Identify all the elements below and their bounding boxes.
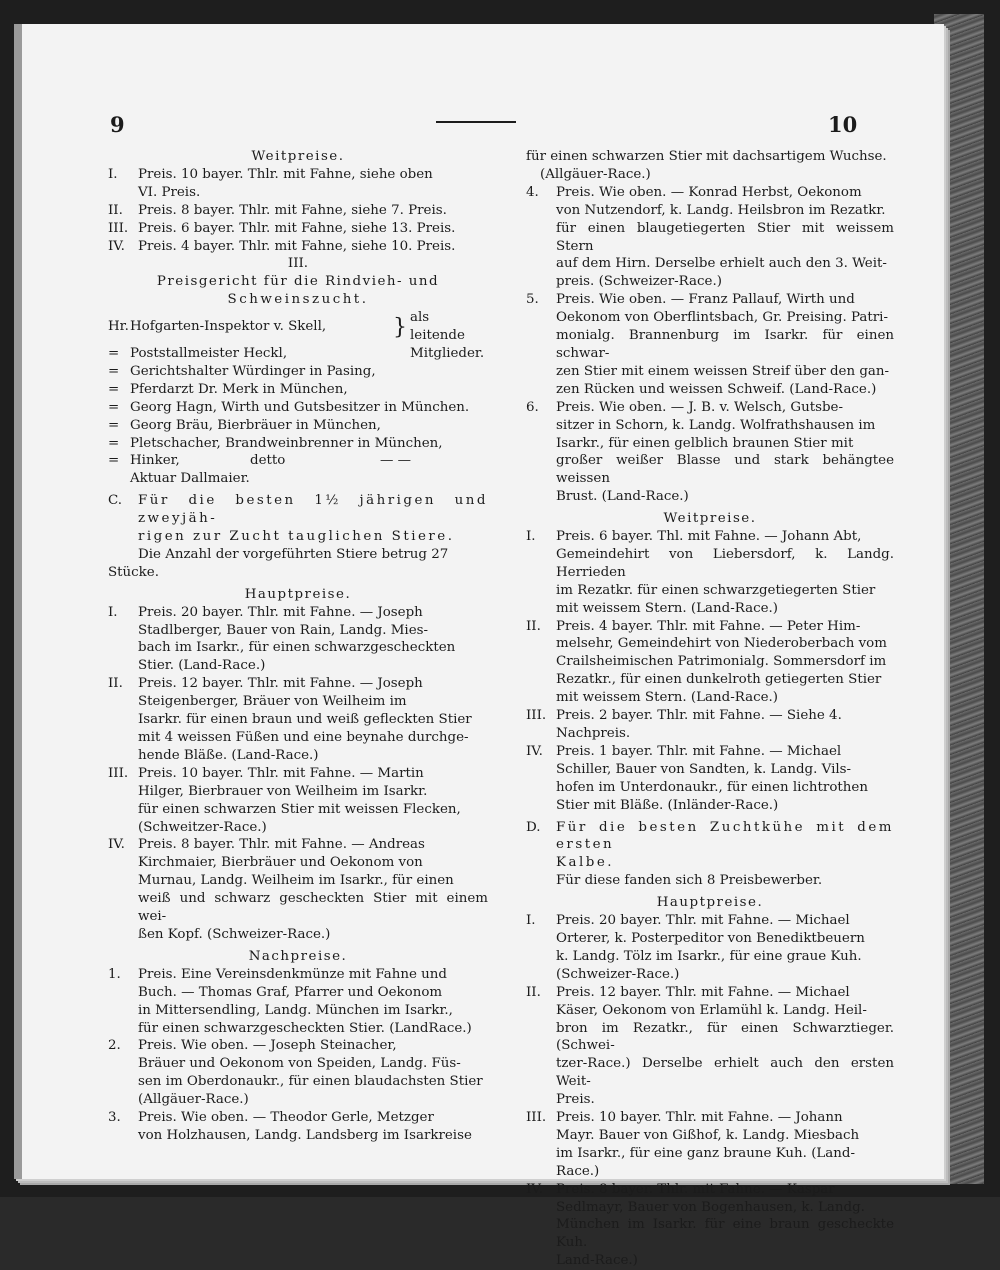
- book-page: [14, 24, 944, 1269]
- jury-member: [108, 399, 488, 417]
- prize-line: Preis. Wie oben. — J. B. v. Welsch, Gutsbe-: [556, 399, 844, 415]
- prize-entry: [526, 1181, 894, 1270]
- brace-note: als leitende: [410, 310, 465, 344]
- prize-line: Preis. 8 bayer. Thlr. mit Fahne. — Andreas: [138, 837, 425, 853]
- prize-line: für einen schwarzen Stier mit weissen Flecken,: [138, 801, 461, 817]
- prize-line: bach im Isarkr., für einen schwarzgescheckten: [138, 640, 456, 656]
- prize-entry: [108, 966, 488, 1038]
- prize-label: II.: [526, 618, 541, 634]
- prize-label: I.: [526, 529, 536, 545]
- prize-line: Rezatkr., für einen dunkelroth getiegerten Stier: [556, 672, 882, 688]
- prize-line: mit weissem Stern. (Land-Race.): [556, 600, 779, 616]
- prize-line: Preis. 20 bayer. Thlr. mit Fahne. — Joseph: [138, 604, 423, 620]
- section-title: Für die besten 1½ jährigen und zweyjäh-: [138, 493, 488, 527]
- prize-label: 1.: [108, 966, 121, 982]
- prize-line: Preis. 2 bayer. Thlr. mit Fahne. — Siehe 4.: [556, 708, 842, 724]
- weitpreise-list: [526, 528, 894, 815]
- prize-line: k. Landg. Tölz im Isarkr., für eine graue Kuh.: [556, 948, 862, 964]
- prize-line: München im Isarkr. für eine braun gescheckte Kuh.: [556, 1217, 894, 1251]
- prize-line: im Isarkr., für eine ganz braune Kuh. (Land-: [556, 1145, 856, 1161]
- prize-line: Land-Race.): [556, 1253, 638, 1269]
- prize-line: zen Stier mit einem weissen Streif über den gan-: [556, 363, 890, 379]
- prize-entry: [526, 912, 894, 984]
- prize-label: I.: [108, 166, 118, 182]
- prize-label: 2.: [108, 1038, 121, 1054]
- prize-line: Preis. Wie oben. — Joseph Steinacher,: [138, 1038, 397, 1054]
- jury-mark: =: [108, 345, 120, 361]
- prize-line: Sedlmayr, Bauer von Bogenhausen, k. Landg.: [556, 1199, 865, 1215]
- prize-entry: [526, 528, 894, 618]
- prize-line: Preis. Wie oben. — Franz Pallauf, Wirth und: [556, 292, 855, 308]
- prize-line: Preis. 8 bayer. Thlr. mit Fahne, siehe 7. Preis.: [138, 202, 447, 218]
- prize-entry: [108, 238, 488, 256]
- continuation-line: (Allgäuer-Race.): [540, 166, 651, 182]
- section-label: C.: [108, 493, 123, 509]
- jury-member: [108, 363, 488, 381]
- prize-line: (Allgäuer-Race.): [138, 1092, 249, 1108]
- prize-label: III.: [108, 765, 129, 781]
- prize-label: IV.: [526, 1181, 543, 1197]
- hauptpreise-heading: Hauptpreise.: [244, 586, 352, 602]
- prize-label: II.: [108, 202, 123, 218]
- prize-line: VI. Preis.: [138, 184, 201, 200]
- prize-line: zen Rücken und weissen Schweif. (Land-Race.): [556, 381, 877, 397]
- prize-line: Preis. 12 bayer. Thlr. mit Fahne. — Michael: [556, 984, 850, 1000]
- prize-line: Buch. — Thomas Graf, Pfarrer und Oekonom: [138, 984, 443, 1000]
- section-intro: Die Anzahl der vorgeführten Stiere betrug 27: [138, 546, 449, 562]
- hauptpreise-list: [526, 912, 894, 1270]
- jury-name: Georg Bräu, Bierbräuer in München,: [130, 417, 381, 433]
- dash-text: — —: [380, 453, 412, 469]
- prize-label: 4.: [526, 184, 539, 200]
- prize-line: (Schweitzer-Race.): [138, 819, 267, 835]
- jury-name: Georg Hagn, Wirth und Gutsbesitzer in München.: [130, 399, 470, 415]
- prize-entry: [108, 220, 488, 238]
- prize-line: Crailsheimischen Patrimonialg. Sommersdorf im: [556, 654, 887, 670]
- prize-line: Preis. 6 bayer. Thl. mit Fahne. — Johann Abt,: [556, 529, 862, 545]
- section-d: [526, 819, 894, 873]
- prize-line: Stadlberger, Bauer von Rain, Landg. Mies-: [138, 622, 429, 638]
- section-intro: Für diese fanden sich 8 Preisbewerber.: [556, 873, 823, 889]
- prize-label: I.: [526, 913, 536, 929]
- prize-entry: [108, 836, 488, 943]
- jury-name: Pletschacher, Brandweinbrenner in München,: [130, 435, 443, 451]
- prize-line: Oekonom von Oberflintsbach, Gr. Preising. Patri-: [556, 310, 888, 326]
- prize-line: sen im Oberdonaukr., für einen blaudachsten Stier: [138, 1074, 483, 1090]
- prize-line: Kirchmaier, Bierbräuer und Oekonom von: [138, 855, 423, 871]
- left-column: [108, 148, 488, 1145]
- jury-mark: =: [108, 363, 120, 379]
- prize-label: II.: [526, 984, 541, 1000]
- jury-name: Hofgarten-Inspektor v. Skell,: [130, 319, 327, 335]
- prize-line: Preis. 4 bayer. Thlr. mit Fahne, siehe 10. Preis.: [138, 238, 456, 254]
- prize-line: auf dem Hirn. Derselbe erhielt auch den 3. Weit-: [556, 256, 887, 272]
- prize-line: Steigenberger, Bräuer von Weilheim im: [138, 694, 407, 710]
- weitpreise-heading: Weitpreise.: [663, 511, 757, 527]
- prize-line: Race.): [556, 1163, 600, 1179]
- prize-line: Preis. 1 bayer. Thlr. mit Fahne. — Michael: [556, 743, 842, 759]
- jury-name: Hinker,: [130, 453, 180, 469]
- brace-glyph: }: [393, 314, 407, 340]
- prize-label: 5.: [526, 292, 539, 308]
- prize-line: für einen blaugetiegerten Stier mit weissem Stern: [556, 220, 894, 254]
- prize-line: von Holzhausen, Landg. Landsberg im Isarkreise: [138, 1127, 472, 1143]
- jury-name: Gerichtshalter Würdinger in Pasing,: [130, 363, 376, 379]
- prize-line: Preis. Wie oben. — Konrad Herbst, Oekonom: [556, 184, 862, 200]
- prize-line: Gemeindehirt von Liebersdorf, k. Landg. Herrieden: [556, 546, 894, 580]
- prize-line: hende Bläße. (Land-Race.): [138, 747, 319, 763]
- prize-entry: [108, 765, 488, 837]
- jury-mark: =: [108, 399, 120, 415]
- jury-mark: =: [108, 453, 120, 469]
- prize-line: bron im Rezatkr., für einen Schwarztieger. (Schwei-: [556, 1020, 894, 1054]
- prize-line: für einen schwarzgescheckten Stier. (LandRace.): [138, 1020, 472, 1036]
- prize-line: Käser, Oekonom von Erlamühl k. Landg. Heil-: [556, 1002, 867, 1018]
- prize-line: Mayr. Bauer von Gißhof, k. Landg. Miesbach: [556, 1127, 860, 1143]
- continuation-line: für einen schwarzen Stier mit dachsartigem Wuchse.: [526, 149, 887, 164]
- prize-line: melsehr, Gemeindehirt von Niederoberbach vom: [556, 636, 887, 652]
- prize-entry: [526, 399, 894, 506]
- nachpreise-list: [108, 966, 488, 1145]
- prize-line: ßen Kopf. (Schweizer-Race.): [138, 926, 331, 942]
- nachpreise-list-continued: [526, 184, 894, 506]
- prize-line: (Schweizer-Race.): [556, 966, 680, 982]
- preisgericht-title: Preisgericht für die Rindvieh- und: [156, 274, 440, 290]
- prize-entry: [526, 707, 894, 743]
- prize-line: Preis. 4 bayer. Thlr. mit Fahne. — Peter Him-: [556, 618, 861, 634]
- prize-line: Preis. 12 bayer. Thlr. mit Fahne. — Joseph: [138, 676, 423, 692]
- jury-mark: =: [108, 381, 120, 397]
- prize-entry: [526, 291, 894, 398]
- prize-entry: [108, 1109, 488, 1145]
- header-rule: [436, 121, 516, 123]
- prize-label: IV.: [108, 837, 125, 853]
- prize-line: Preis. Eine Vereinsdenkmünze mit Fahne und: [138, 966, 447, 982]
- prize-line: Preis. Wie oben. — Theodor Gerle, Metzger: [138, 1110, 434, 1126]
- prize-label: IV.: [526, 743, 543, 759]
- section-label: D.: [526, 819, 541, 835]
- prize-line: Stier mit Bläße. (Inländer-Race.): [556, 797, 779, 813]
- prize-entry: [108, 604, 488, 676]
- prize-entry: [526, 743, 894, 815]
- weitpreise-list: [108, 166, 488, 256]
- aktuar-line: Aktuar Dallmaier.: [130, 471, 250, 487]
- right-column: [526, 148, 894, 1270]
- prize-line: Orterer, k. Posterpeditor von Benediktbeuern: [556, 930, 865, 946]
- prize-line: Schiller, Bauer von Sandten, k. Landg. Vils-: [556, 761, 852, 777]
- jury-mark: Hr.: [108, 319, 129, 335]
- prize-line: Brust. (Land-Race.): [556, 489, 689, 505]
- prize-line: hofen im Unterdonaukr., für einen lichtrothen: [556, 779, 868, 795]
- prize-entry: [526, 1109, 894, 1181]
- hauptpreise-heading: Hauptpreise.: [656, 895, 764, 911]
- prize-line: großer weißer Blasse und stark behängtee weissen: [556, 453, 894, 487]
- prize-entry: [526, 984, 894, 1109]
- jury-member: [108, 309, 488, 345]
- jury-list: [108, 309, 488, 488]
- prize-label: 3.: [108, 1110, 121, 1126]
- section-numeral: III.: [287, 256, 309, 272]
- jury-mark: =: [108, 417, 120, 433]
- prize-label: II.: [108, 676, 123, 692]
- prize-line: Murnau, Landg. Weilheim im Isarkr., für einen: [138, 873, 454, 889]
- prize-line: weiß und schwarz gescheckten Stier mit einem wei-: [138, 891, 488, 925]
- section-c: [108, 492, 488, 546]
- nachpreise-heading: Nachpreise.: [248, 948, 348, 964]
- jury-member: [108, 435, 488, 453]
- jury-name: Poststallmeister Heckl,: [130, 345, 288, 361]
- prize-label: I.: [108, 604, 118, 620]
- detto-text: detto: [250, 453, 286, 469]
- prize-line: Preis. 8 bayer. Thlr. mit Fahne. — Kaspar: [556, 1181, 835, 1197]
- preisgericht-title: Schweinszucht.: [227, 292, 369, 308]
- prize-line: monialg. Brannenburg im Isarkr. für einen schwar-: [556, 328, 894, 361]
- prize-line: Isarkr., für einen gelblich braunen Stier mit: [556, 435, 854, 451]
- prize-line: tzer-Race.) Derselbe erhielt auch den ersten Weit-: [556, 1056, 894, 1090]
- prize-entry: [526, 184, 894, 291]
- prize-entry: [108, 166, 488, 202]
- prize-line: mit 4 weissen Füßen und eine beynahe durchge-: [138, 730, 469, 745]
- jury-member: [108, 381, 488, 399]
- prize-entry: [108, 675, 488, 765]
- prize-line: preis. (Schweizer-Race.): [556, 274, 722, 290]
- section-title: Für die besten Zuchtkühe mit dem ersten: [556, 819, 894, 853]
- section-title: rigen zur Zucht tauglichen Stiere.: [138, 529, 455, 545]
- prize-entry: [526, 618, 894, 708]
- jury-member: [108, 345, 488, 363]
- right-page-number: 10: [828, 112, 858, 137]
- prize-line: Preis. 20 bayer. Thlr. mit Fahne. — Michael: [556, 913, 850, 929]
- section-title: Kalbe.: [556, 855, 615, 871]
- section-intro: Stücke.: [108, 564, 159, 580]
- prize-line: sitzer in Schorn, k. Landg. Wolfrathshausen im: [556, 417, 876, 433]
- prize-line: Bräuer und Oekonom von Speiden, Landg. Füs-: [138, 1056, 461, 1072]
- prize-label: IV.: [108, 238, 125, 254]
- prize-line: Preis. 10 bayer. Thlr. mit Fahne. — Martin: [138, 765, 424, 781]
- prize-entry: [108, 1037, 488, 1109]
- jury-member: [108, 417, 488, 435]
- jury-name: Pferdarzt Dr. Merk in München,: [130, 381, 348, 397]
- prize-entry: [108, 202, 488, 220]
- prize-line: im Rezatkr. für einen schwarzgetiegerten Stier: [556, 582, 876, 598]
- prize-line: Nachpreis.: [556, 726, 631, 741]
- prize-label: 6.: [526, 399, 539, 415]
- prize-label: III.: [108, 220, 129, 236]
- gutter-shadow: [14, 24, 22, 1179]
- weitpreise-heading: Weitpreise.: [251, 149, 345, 164]
- prize-line: von Nutzendorf, k. Landg. Heilsbron im Rezatkr.: [556, 202, 886, 218]
- prize-line: in Mittersendling, Landg. München im Isarkr.,: [138, 1002, 453, 1018]
- prize-line: Hilger, Bierbrauer von Weilheim im Isarkr.: [138, 783, 428, 799]
- brace-note: Mitglieder.: [410, 345, 485, 361]
- prize-line: Preis. 6 bayer. Thlr. mit Fahne, siehe 13. Preis.: [138, 220, 456, 236]
- prize-line: Preis. 10 bayer. Thlr. mit Fahne, siehe oben: [138, 166, 433, 182]
- prize-label: III.: [526, 708, 547, 724]
- prize-line: Isarkr. für einen braun und weiß gefleckten Stier: [138, 712, 472, 728]
- hauptpreise-list: [108, 604, 488, 944]
- jury-mark: =: [108, 435, 120, 451]
- prize-line: Stier. (Land-Race.): [138, 658, 266, 674]
- left-page-number: 9: [110, 112, 125, 137]
- prize-label: III.: [526, 1110, 547, 1126]
- jury-member: [108, 452, 488, 470]
- prize-line: Preis. 10 bayer. Thlr. mit Fahne. — Johann: [556, 1110, 843, 1126]
- prize-line: Preis.: [556, 1092, 595, 1108]
- prize-line: mit weissem Stern. (Land-Race.): [556, 690, 779, 706]
